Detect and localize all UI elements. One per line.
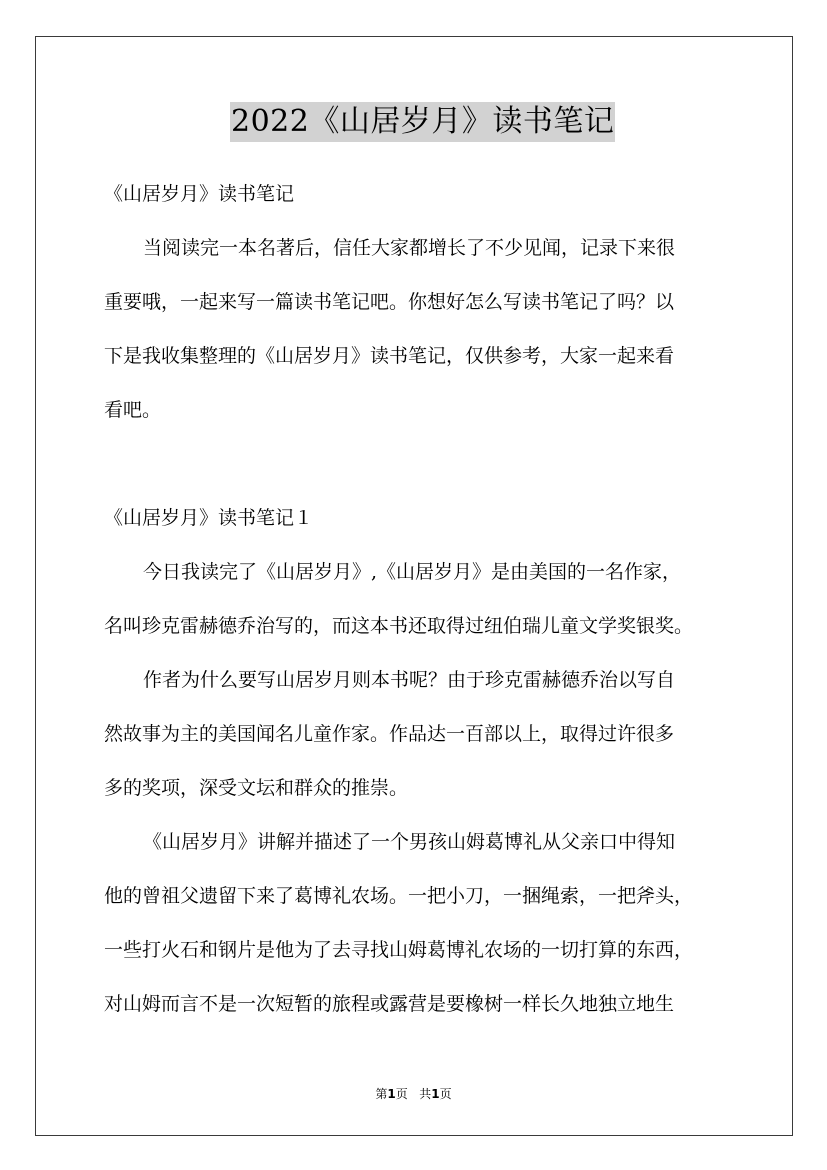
- body-line: 《山居岁月》讲解并描述了一个男孩山姆葛博礼从父亲口中得知: [143, 831, 676, 853]
- intro-line: 当阅读完一本名著后，信任大家都增长了不少见闻，记录下来很: [143, 237, 676, 259]
- body-line: 对山姆而言不是一次短暂的旅程或露营是要橡树一样长久地独立地生: [104, 993, 675, 1015]
- intro-line: 看吧。: [104, 399, 162, 421]
- document-title: 2022《山居岁月》读书笔记: [230, 102, 615, 142]
- body-line: 作者为什么要写山居岁月则本书呢？由于珍克雷赫德乔治以写自: [143, 669, 676, 691]
- page-number: 1: [387, 1087, 396, 1101]
- document-subtitle: 《山居岁月》读书笔记: [104, 183, 295, 205]
- intro-line: 下是我收集整理的《山居岁月》读书笔记，仅供参考，大家一起来看: [104, 345, 675, 367]
- body-line: 一些打火石和钢片是他为了去寻找山姆葛博礼农场的一切打算的东西，: [104, 939, 694, 961]
- body-line: 今日我读完了《山居岁月》,《山居岁月》是由美国的一名作家，: [143, 561, 682, 583]
- body-line: 他的曾祖父遗留下来了葛博礼农场。一把小刀，一捆绳索，一把斧头，: [104, 885, 694, 907]
- body-line: 名叫珍克雷赫德乔治写的，而这本书还取得过纽伯瑞儿童文学奖银奖。: [104, 615, 694, 637]
- total-suffix: 页: [439, 1087, 452, 1101]
- section-heading: 《山居岁月》读书笔记１: [104, 507, 314, 529]
- page-prefix: 第: [375, 1087, 388, 1101]
- total-prefix: 共: [419, 1087, 432, 1101]
- body-line: 多的奖项，深受文坛和群众的推崇。: [104, 777, 409, 799]
- page-footer: [0, 1085, 827, 1102]
- body-line: 然故事为主的美国闻名儿童作家。作品达一百部以上，取得过许很多: [104, 723, 675, 745]
- intro-line: 重要哦，一起来写一篇读书笔记吧。你想好怎么写读书笔记了吗？以: [104, 291, 675, 313]
- page-suffix: 页: [395, 1087, 408, 1101]
- total-pages: 1: [431, 1087, 440, 1101]
